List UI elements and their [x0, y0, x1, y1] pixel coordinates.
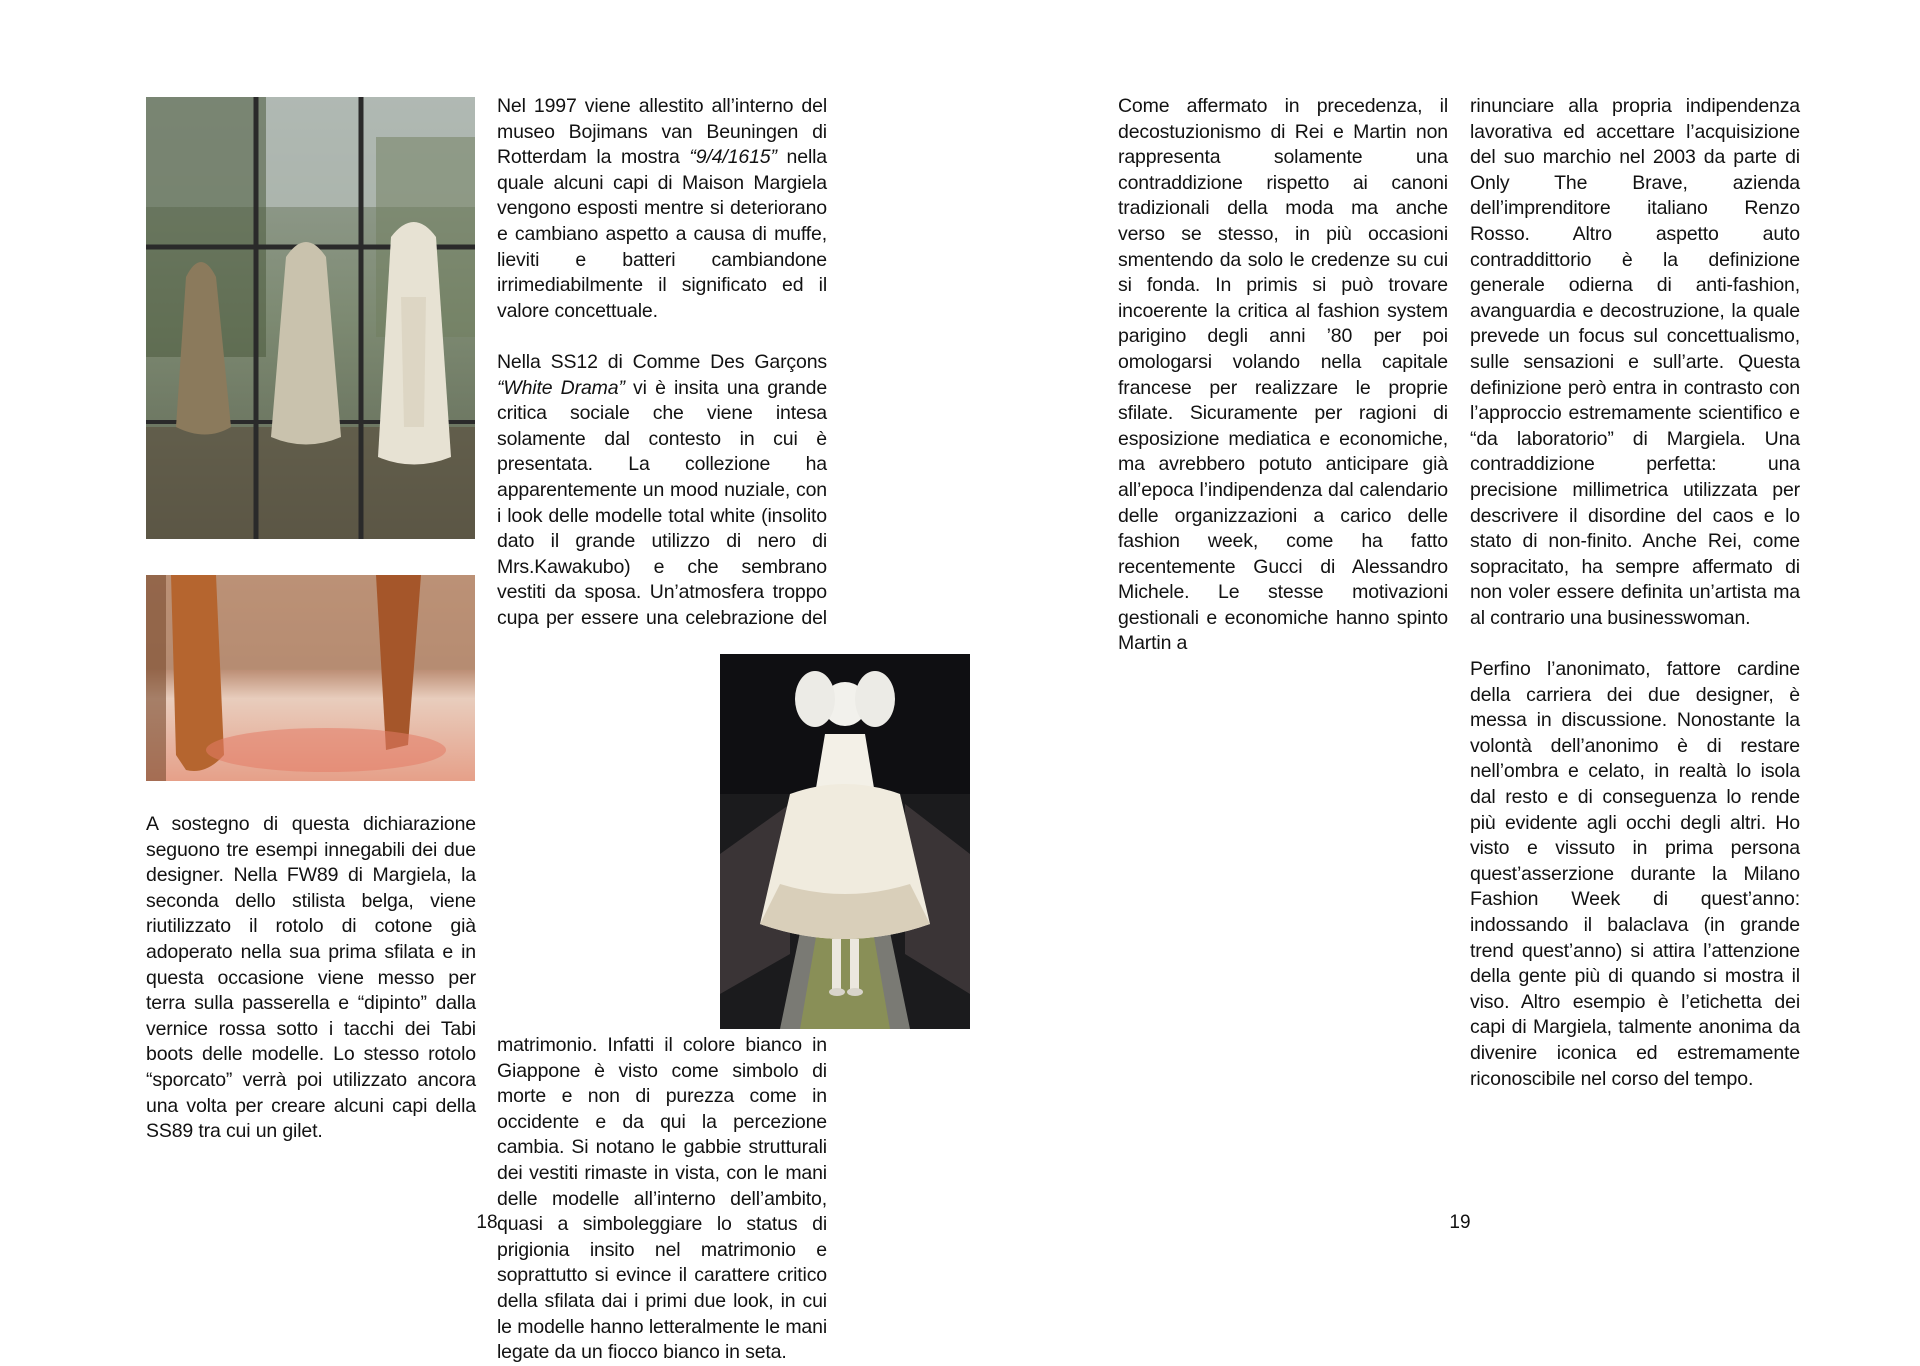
para2-a: Nella SS12 di Comme Des Garçons	[497, 350, 827, 373]
column-right-2	[1470, 94, 1800, 1092]
paragraph-exhibition	[497, 94, 827, 324]
exhibition-photo	[146, 97, 475, 539]
exhibition-title: “9/4/1615”	[689, 146, 777, 169]
margiela-exhibition-icon	[146, 97, 475, 539]
column-right-1	[1118, 94, 1448, 657]
column-left-2	[497, 94, 827, 1366]
runway-closeup-photo	[146, 575, 475, 781]
column-left-1	[146, 812, 476, 1145]
para2-b: vi è insita una grande critica sociale che viene intesa solamente dal contesto in cui è presentata. La collezione ha apparentemente un mood nuziale, con i look delle modelle total white (insolito dato il grande utilizzo di nero di Mrs.Kawakubo) e che sembrano vestiti da sposa. Un’atmosfera troppo cupa per essere una celebrazione del matrimonio. Infatti il colore bianco in Giappone è visto come simbolo di morte e non di purezza come in occidente e da qui la percezione cambia. Si notano le gabbie strutturali dei vestiti rimaste in vista, con le mani delle modelle all’interno dell’ambito, quasi a simboleggiare lo status di prigionia insito nel matrimonio e soprattutto si evince il carattere critico della sfilata dai i primi due look, in cui le modelle hanno letteralmente le mani legate da un fiocco bianco in seta.	[497, 376, 828, 1364]
paragraph-indipendenza: rinunciare alla propria indipendenza lavorativa ed accettare l’acquisizione del suo marchio nel 2003 da parte di Only The Brave, azienda dell’imprenditore italiano Renzo Rosso. Altro aspetto auto contraddittorio è la definizione generale odierna di anti-fashion, avanguardia e decostruzione, la quale prevede un focus sul concettualismo, sulle sensazioni e sull’arte. Questa definizione però entra in contrasto con l’approccio estremamente scientifico e “da laboratorio” di Margiela. Una contraddizione perfetta: una precisione millimetrica utilizzata per descrivere il disordine del caos e lo stato di non-finito. Anche Rei, come sopracitato, ha sempre affermato di non voler essere definita un’artista ma al contrario una businesswoman.	[1470, 95, 1800, 629]
paragraph-anonimato: Perfino l’anonimato, fattore cardine della carriera dei due designer, è messa in discussione. Nonostante la volontà dell’anonimo è di restare nell’ombra e celato, in realtà lo isola dal resto e di conseguenza lo rende più evidente agli occhi degli altri. Ho visto e vissuto in prima persona quest’asserzione durante la Milano Fashion Week di quest’anno: indossando il balaclava (in grande trend quest’anno) si attira l’attenzione della gente più di quando si mostra il viso. Altro esempio è l’etichetta dei capi di Margiela, talmente anonima da divenire iconica ed estremamente riconoscibile nel corso del tempo.	[1470, 658, 1800, 1090]
page-number-right: 19	[1449, 1212, 1471, 1233]
para1-b: nella quale alcuni capi di Maison Margiela vengono esposti mentre si deteriorano e cambiano aspetto a causa di muffe, lieviti e batteri cambiandone irrimediabilmente il significato ed il valore concettuale.	[497, 146, 827, 322]
photo-wrap-spacer	[557, 654, 827, 1033]
page-number-left: 18	[476, 1212, 498, 1233]
para1-a: Nel 1997 viene allestito all’interno del museo Bojimans van Beuningen di Rotterdam la mostra	[497, 95, 827, 169]
paragraph-decostruzionismo: Come affermato in precedenza, il decostuzionismo di Rei e Martin non rappresenta solamente una contraddizione rispetto ai canoni tradizionali della moda ma anche verso se stesso, in più occasioni smentendo da solo le credenze su cui si fonda. In primis si può trovare incoerente la critica al fashion system parigino degli anni ’80 per poi omologarsi volando nella capitale francese per realizzare le proprie sfilate. Sicuramente per ragioni di esposizione mediatica e economiche, ma avrebbero potuto anticipare già all’epoca l’indipendenza dal calendario delle organizzazioni a carico delle fashion week, come ha fatto recentemente Gucci di Alessandro Michele. Le stesse motivazioni gestionali e economiche hanno spinto Martin a	[1118, 95, 1448, 655]
paragraph-white-drama	[497, 350, 827, 1366]
paragraph-fw89: A sostegno di questa dichiarazione seguono tre esempi innegabili dei due designer. Nella FW89 di Margiela, la seconda dello stilista belga, viene riutilizzato il rotolo di cotone già adoperato nella sua prima sfilata e in questa occasione viene messo per terra sulla passerella e “dipinto” dalla vernice rossa sotto i tacchi dei Tabi boots delle modelle. Lo stesso rotolo “sporcato” verrà poi utilizzato ancora una volta per creare alcuni capi della SS89 tra cui un gilet.	[146, 813, 476, 1143]
red-paint-runway-icon	[146, 575, 475, 781]
collection-title: “White Drama”	[497, 376, 625, 399]
